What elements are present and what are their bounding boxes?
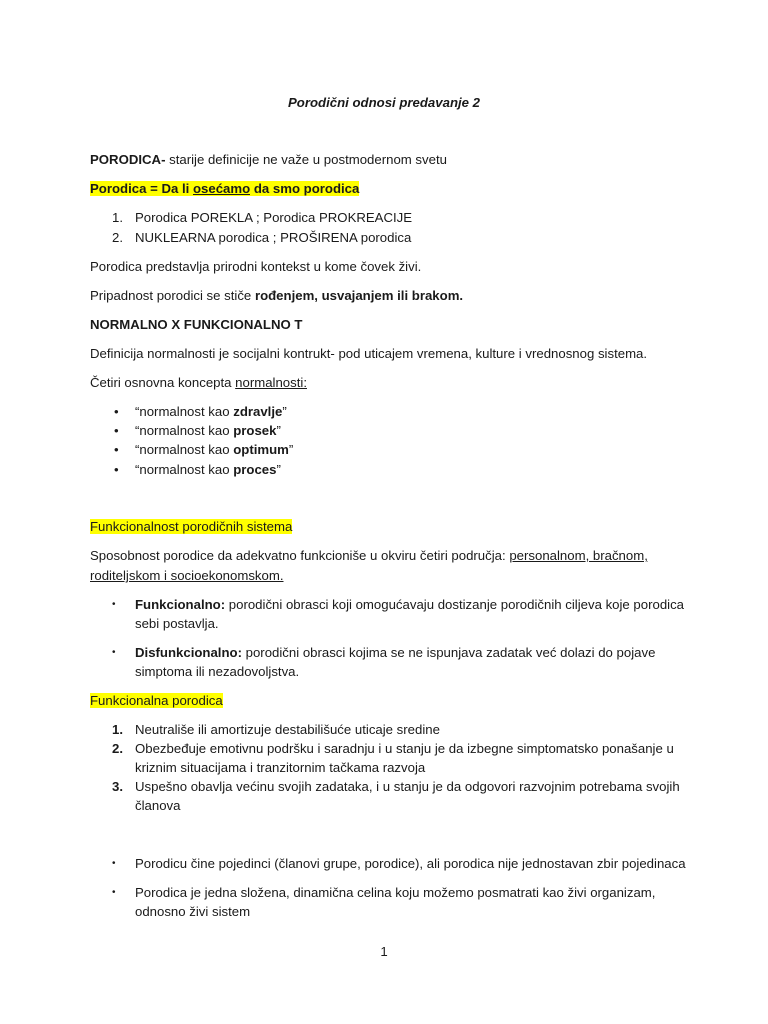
concept-post: ” xyxy=(288,442,294,457)
func-item-2-bold: Disfunkcionalno: xyxy=(135,645,242,660)
concept-item-4 xyxy=(135,460,281,479)
func-item-1-line1 xyxy=(135,595,684,614)
heading-funkcionalnost xyxy=(90,517,292,536)
concept-pre: “normalnost kao xyxy=(135,423,234,438)
func-item-1-line2: sebi postavlja. xyxy=(135,616,219,631)
final-item-2-line1: Porodica je jedna složena, dinamična celina koju možemo posmatrati kao živi organizam, xyxy=(135,885,656,900)
paragraph-porodica-bold: PORODICA- xyxy=(90,152,166,167)
bullet-dot: • xyxy=(114,442,119,457)
paragraph-porodica xyxy=(90,150,447,169)
concept-post: ” xyxy=(276,462,281,477)
paragraph-belonging-bold: rođenjem, usvajanjem ili brakom. xyxy=(254,288,464,303)
concept-bold: zdravlje xyxy=(233,404,283,419)
concept-bold: prosek xyxy=(233,423,277,438)
bullet-dot: • xyxy=(112,858,116,869)
list2-item-2-line1: Obezbeđuje emotivnu podršku i saradnju i u stanju je da izbegne simptomatsko ponašanje u xyxy=(135,741,674,756)
bullet-dot: • xyxy=(114,404,119,419)
paragraph-belonging-a: Pripadnost porodici se stiče xyxy=(90,288,255,303)
list1-number-2: 2. xyxy=(112,230,123,245)
paragraph-ability-a: Sposobnost porodice da adekvatno funkcioniše u okviru četiri područja: xyxy=(90,548,510,563)
highlight-definition-b: da smo porodica xyxy=(250,181,360,196)
paragraph-context: Porodica predstavlja prirodni kontekst u kome čovek živi. xyxy=(90,259,422,274)
document-title: Porodični odnosi predavanje 2 xyxy=(288,95,480,110)
bullet-dot: • xyxy=(112,647,116,658)
heading-normalno-funkcionalno: NORMALNO X FUNKCIONALNO T xyxy=(90,317,303,332)
concept-item-1 xyxy=(135,402,287,421)
paragraph-four-concepts xyxy=(90,373,307,392)
concept-bold: optimum xyxy=(233,442,289,457)
concept-item-3 xyxy=(135,440,293,459)
paragraph-four-concepts-underlined: normalnosti: xyxy=(235,375,307,390)
func-item-2-line2: simptoma ili nezadovoljstva. xyxy=(135,664,300,679)
list1-item-1: Porodica POREKLA ; Porodica PROKREACIJE xyxy=(135,210,413,225)
paragraph-porodica-rest: starije definicije ne važe u postmodernom svetu xyxy=(165,152,447,167)
heading-funkcionalnost-text: Funkcionalnost porodičnih sistema xyxy=(90,519,293,534)
concept-bold: proces xyxy=(233,462,277,477)
list2-item-1-line1: Neutrališe ili amortizuje destabilišuće uticaje sredine xyxy=(135,722,440,737)
highlight-definition-a: Porodica = Da li xyxy=(90,181,193,196)
list2-number-1: 1. xyxy=(112,722,123,737)
func-item-2-line1 xyxy=(135,643,655,662)
bullet-dot: • xyxy=(114,423,119,438)
concept-pre: “normalnost kao xyxy=(135,462,234,477)
final-item-2-line2: odnosno živi sistem xyxy=(135,904,251,919)
bullet-dot: • xyxy=(114,462,119,477)
page-number: 1 xyxy=(380,944,388,959)
paragraph-four-concepts-a: Četiri osnovna koncepta xyxy=(90,375,236,390)
list2-item-2-line2: kriznim situacijama i tranzitornim tačkama razvoja xyxy=(135,760,426,775)
func-item-1-bold: Funkcionalno: xyxy=(135,597,226,612)
list2-number-3: 3. xyxy=(112,779,123,794)
paragraph-belonging xyxy=(90,286,463,305)
highlight-definition xyxy=(90,179,359,198)
list2-item-3-line1: Uspešno obavlja većinu svojih zadataka, i u stanju je da odgovori razvojnim potrebama svojih xyxy=(135,779,680,794)
heading-funkcionalna-porodica-text: Funkcionalna porodica xyxy=(90,693,223,708)
heading-funkcionalna-porodica xyxy=(90,691,223,710)
final-item-1-line1: Porodicu čine pojedinci (članovi grupe, porodice), ali porodica nije jednostavan zbir pojedinaca xyxy=(135,856,686,871)
bullet-dot: • xyxy=(112,887,116,898)
paragraph-ability-underlined-1: personalnom, bračnom, xyxy=(509,548,648,563)
list2-item-3-line2: članova xyxy=(135,798,181,813)
concept-pre: “normalnost kao xyxy=(135,404,234,419)
highlight-definition-underlined: osećamo xyxy=(192,181,251,196)
paragraph-ability-underlined-2: roditeljskom i socioekonomskom. xyxy=(90,568,284,583)
func-item-2-text: porodični obrasci kojima se ne ispunjava zadatak već dolazi do pojave xyxy=(241,645,656,660)
paragraph-ability-line1 xyxy=(90,546,648,565)
paragraph-definition-normality: Definicija normalnosti je socijalni kontrukt- pod uticajem vremena, kulture i vrednosnog sistema. xyxy=(90,346,648,361)
concept-item-2 xyxy=(135,421,281,440)
func-item-1-text: porodični obrasci koji omogućavaju dostizanje porodičnih ciljeva koje porodica xyxy=(225,597,685,612)
list1-number-1: 1. xyxy=(112,210,123,225)
concept-pre: “normalnost kao xyxy=(135,442,234,457)
list2-number-2: 2. xyxy=(112,741,123,756)
list1-item-2: NUKLEARNA porodica ; PROŠIRENA porodica xyxy=(135,230,412,245)
concept-post: ” xyxy=(276,423,281,438)
concept-post: ” xyxy=(282,404,287,419)
bullet-dot: • xyxy=(112,599,116,610)
paragraph-ability-line2 xyxy=(90,566,284,585)
